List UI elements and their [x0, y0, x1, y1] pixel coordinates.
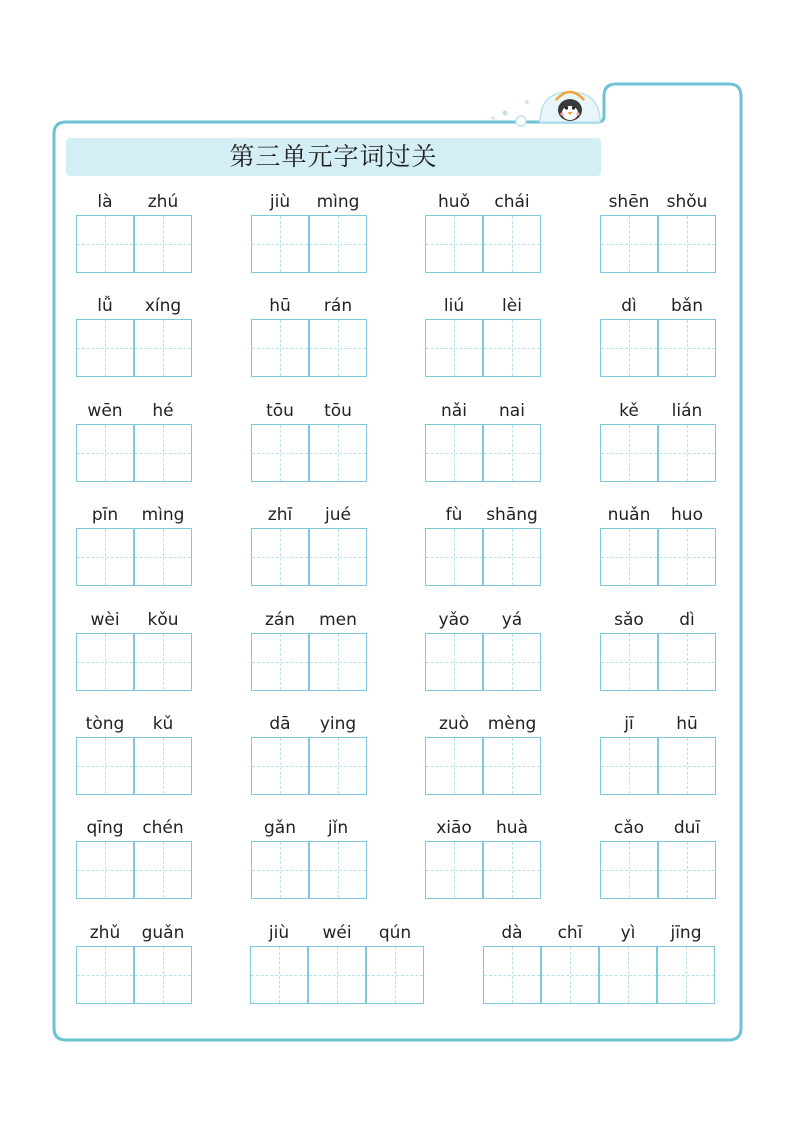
word-group — [251, 609, 367, 691]
word-group — [251, 295, 367, 377]
writing-cell[interactable] — [134, 528, 192, 586]
pinyin-label: pīn — [91, 505, 119, 525]
writing-cell[interactable] — [134, 841, 192, 899]
pinyin-label: jīng — [670, 923, 702, 943]
writing-cell[interactable] — [600, 737, 658, 795]
pinyin-label: mìng — [316, 192, 360, 212]
pinyin-label: cǎo — [613, 818, 645, 838]
pinyin-label: xiāo — [436, 818, 472, 838]
word-group — [600, 609, 716, 691]
word-group — [76, 609, 192, 691]
pinyin-label: yì — [620, 923, 636, 943]
page-title: 第三单元字词过关 — [229, 142, 438, 171]
writing-cell[interactable] — [658, 737, 716, 795]
writing-cell[interactable] — [483, 633, 541, 691]
writing-cell[interactable] — [250, 946, 308, 1004]
pinyin-label: hé — [152, 401, 174, 421]
pinyin-label: zhú — [147, 192, 179, 212]
pinyin-label: wēn — [87, 401, 123, 421]
pinyin-label: zhī — [267, 505, 293, 525]
pinyin-label: dì — [679, 610, 695, 630]
writing-cell[interactable] — [309, 633, 367, 691]
pinyin-label: kě — [619, 401, 639, 421]
word-group — [425, 609, 541, 691]
pinyin-label: bǎn — [671, 296, 703, 316]
writing-cell[interactable] — [76, 946, 134, 1004]
writing-cell[interactable] — [309, 841, 367, 899]
writing-cell[interactable] — [76, 841, 134, 899]
writing-cell[interactable] — [483, 528, 541, 586]
pinyin-label: yǎo — [438, 610, 470, 630]
pinyin-label: wèi — [90, 610, 120, 630]
writing-cell[interactable] — [425, 319, 483, 377]
pinyin-label: gǎn — [264, 818, 296, 838]
writing-cell[interactable] — [76, 319, 134, 377]
writing-cell[interactable] — [600, 215, 658, 273]
word-group — [600, 817, 716, 899]
writing-cell[interactable] — [483, 946, 541, 1004]
pinyin-label: zuò — [438, 714, 470, 734]
writing-cell[interactable] — [76, 633, 134, 691]
writing-cell[interactable] — [366, 946, 424, 1004]
pinyin-label: men — [319, 610, 357, 630]
pinyin-label: huo — [671, 505, 703, 525]
pinyin-label: sǎo — [614, 610, 644, 630]
pinyin-label: qīng — [86, 818, 124, 838]
pinyin-label: chī — [557, 923, 583, 943]
writing-cell[interactable] — [658, 841, 716, 899]
word-group — [76, 817, 192, 899]
writing-cell[interactable] — [600, 841, 658, 899]
penguin-icon — [540, 92, 600, 122]
word-group — [600, 713, 716, 795]
pinyin-label: shǒu — [666, 192, 708, 212]
word-group — [600, 400, 716, 482]
writing-cell[interactable] — [134, 215, 192, 273]
writing-cell[interactable] — [251, 319, 309, 377]
word-group — [251, 713, 367, 795]
pinyin-label: hū — [269, 296, 291, 316]
pinyin-label: liú — [443, 296, 465, 316]
writing-cell[interactable] — [251, 215, 309, 273]
writing-cell[interactable] — [483, 424, 541, 482]
pinyin-label: duī — [673, 818, 701, 838]
pinyin-label: shēn — [608, 192, 650, 212]
pinyin-label: nai — [499, 401, 525, 421]
word-group — [251, 817, 367, 899]
word-group — [76, 504, 192, 586]
writing-cell[interactable] — [600, 528, 658, 586]
writing-cell[interactable] — [309, 424, 367, 482]
writing-cell[interactable] — [251, 424, 309, 482]
pinyin-label: jǐn — [327, 818, 349, 838]
pinyin-label: nuǎn — [607, 505, 651, 525]
writing-cell[interactable] — [600, 424, 658, 482]
writing-cell[interactable] — [658, 633, 716, 691]
pinyin-label: tòng — [85, 714, 125, 734]
writing-cell[interactable] — [599, 946, 657, 1004]
pinyin-label: guǎn — [141, 923, 185, 943]
writing-cell[interactable] — [658, 319, 716, 377]
writing-cell[interactable] — [251, 633, 309, 691]
word-group — [76, 713, 192, 795]
pinyin-label: chái — [494, 192, 530, 212]
pinyin-label: yá — [501, 610, 523, 630]
word-group — [76, 295, 192, 377]
pinyin-label: huǒ — [438, 192, 470, 212]
pinyin-label: wéi — [322, 923, 352, 943]
pinyin-label: hū — [676, 714, 698, 734]
writing-cell[interactable] — [425, 633, 483, 691]
writing-cell[interactable] — [134, 946, 192, 1004]
writing-cell[interactable] — [309, 737, 367, 795]
word-group — [251, 191, 367, 273]
word-group — [251, 400, 367, 482]
writing-cell[interactable] — [425, 737, 483, 795]
pinyin-label: là — [97, 192, 113, 212]
pinyin-label: kǒu — [147, 610, 179, 630]
word-group — [425, 713, 541, 795]
pinyin-label: jiù — [269, 192, 291, 212]
writing-cell[interactable] — [483, 319, 541, 377]
word-group — [483, 922, 715, 1004]
word-group — [600, 191, 716, 273]
word-group — [600, 295, 716, 377]
pinyin-label: rán — [323, 296, 353, 316]
pinyin-label: nǎi — [441, 401, 467, 421]
writing-cell[interactable] — [251, 528, 309, 586]
pinyin-label: chén — [142, 818, 184, 838]
pinyin-label: jiù — [268, 923, 290, 943]
pinyin-label: lǚ — [97, 296, 113, 316]
pinyin-label: mìng — [141, 505, 185, 525]
word-group — [76, 191, 192, 273]
writing-cell[interactable] — [425, 424, 483, 482]
pinyin-label: zán — [264, 610, 296, 630]
pinyin-label: ying — [319, 714, 357, 734]
writing-cell[interactable] — [483, 841, 541, 899]
writing-cell[interactable] — [483, 737, 541, 795]
writing-cell[interactable] — [76, 215, 134, 273]
pinyin-label: qún — [378, 923, 412, 943]
writing-cell[interactable] — [483, 215, 541, 273]
word-group — [425, 191, 541, 273]
writing-cell[interactable] — [76, 528, 134, 586]
word-group — [600, 504, 716, 586]
writing-cell[interactable] — [658, 424, 716, 482]
writing-cell[interactable] — [658, 528, 716, 586]
word-group — [76, 922, 192, 1004]
writing-cell[interactable] — [658, 215, 716, 273]
pinyin-label: zhǔ — [89, 923, 121, 943]
writing-cell[interactable] — [134, 424, 192, 482]
pinyin-label: dà — [501, 923, 523, 943]
writing-cell[interactable] — [309, 215, 367, 273]
word-group — [425, 504, 541, 586]
pinyin-label: dā — [269, 714, 291, 734]
writing-cell[interactable] — [425, 841, 483, 899]
writing-cell[interactable] — [251, 737, 309, 795]
word-group — [76, 400, 192, 482]
writing-cell[interactable] — [76, 424, 134, 482]
writing-cell[interactable] — [251, 841, 309, 899]
pinyin-label: lèi — [502, 296, 522, 316]
writing-cell[interactable] — [309, 528, 367, 586]
pinyin-label: dì — [621, 296, 637, 316]
writing-cell[interactable] — [600, 319, 658, 377]
pinyin-label: xíng — [144, 296, 182, 316]
writing-cell[interactable] — [541, 946, 599, 1004]
writing-cell[interactable] — [425, 528, 483, 586]
writing-cell[interactable] — [309, 319, 367, 377]
word-group — [425, 295, 541, 377]
pinyin-label: fù — [445, 505, 463, 525]
pinyin-label: jué — [325, 505, 351, 525]
writing-cell[interactable] — [657, 946, 715, 1004]
writing-cell[interactable] — [308, 946, 366, 1004]
writing-cell[interactable] — [134, 319, 192, 377]
word-group — [425, 400, 541, 482]
pinyin-label: mèng — [487, 714, 537, 734]
writing-cell[interactable] — [134, 737, 192, 795]
writing-cell[interactable] — [134, 633, 192, 691]
pinyin-label: huà — [496, 818, 528, 838]
pinyin-label: shāng — [486, 505, 538, 525]
pinyin-label: tōu — [324, 401, 352, 421]
word-group — [250, 922, 424, 1004]
word-group — [251, 504, 367, 586]
writing-cell[interactable] — [600, 633, 658, 691]
writing-cell[interactable] — [76, 737, 134, 795]
pinyin-label: kǔ — [152, 714, 174, 734]
pinyin-label: lián — [671, 401, 703, 421]
pinyin-label: tōu — [266, 401, 294, 421]
writing-cell[interactable] — [425, 215, 483, 273]
word-group — [425, 817, 541, 899]
pinyin-label: jī — [624, 714, 634, 734]
